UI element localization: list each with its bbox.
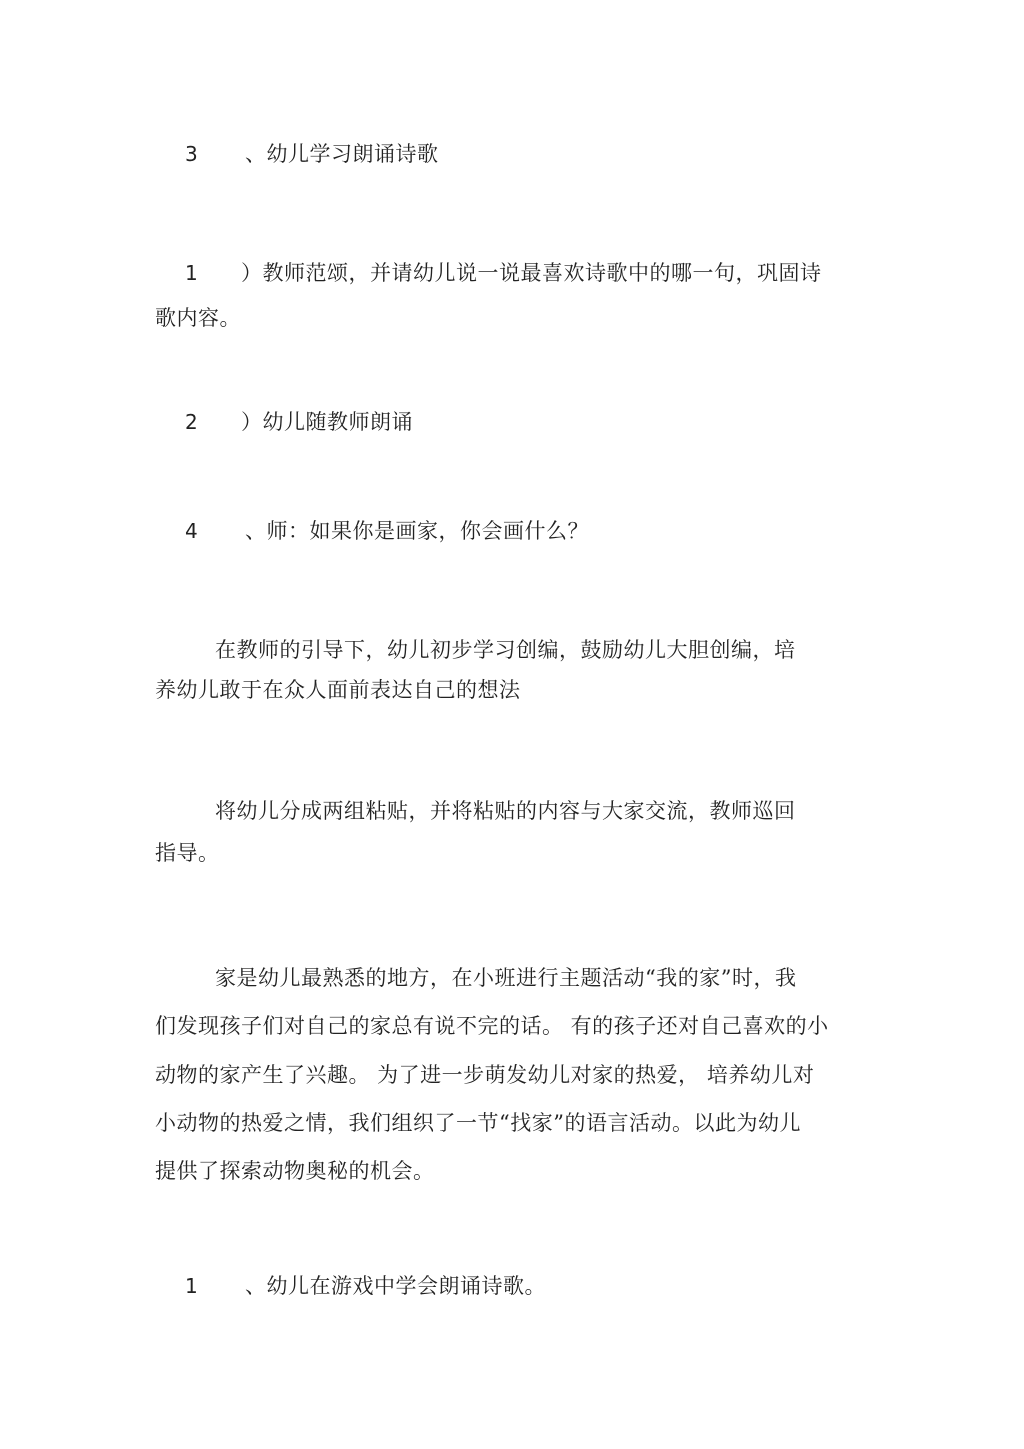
item-text: 、幼儿在游戏中学会朗诵诗歌。: [245, 1274, 546, 1298]
paragraph-line: 提供了探索动物奥秘的机会。: [155, 1159, 435, 1183]
item-text: 、师：如果你是画家，你会画什么？: [245, 519, 589, 543]
list-item: [155, 259, 822, 287]
item-number: 3: [185, 142, 199, 166]
item-number: 1: [185, 261, 199, 285]
paragraph-line: 指导。: [155, 841, 220, 865]
list-item: [155, 517, 589, 545]
item-number: 1: [185, 1274, 199, 1298]
list-item: [155, 140, 439, 168]
paragraph-line: 们发现孩子们对自己的家总有说不完的话。 有的孩子还对自己喜欢的小: [155, 1014, 829, 1038]
item-text: ）教师范颂，并请幼儿说一说最喜欢诗歌中的哪一句，巩固诗: [241, 261, 822, 285]
item-text: ）幼儿随教师朗诵: [241, 410, 413, 434]
paragraph-line: 在教师的引导下，幼儿初步学习创编，鼓励幼儿大胆创编，培: [215, 638, 796, 662]
paragraph-line: 家是幼儿最熟悉的地方，在小班进行主题活动“我的家”时，我: [215, 966, 797, 990]
item-continuation: 歌内容。: [155, 306, 241, 330]
paragraph-line: 养幼儿敢于在众人面前表达自己的想法: [155, 678, 521, 702]
list-item: [155, 408, 413, 436]
item-number: 4: [185, 519, 199, 543]
list-item: [155, 1272, 546, 1300]
item-number: 2: [185, 410, 199, 434]
item-text: 、幼儿学习朗诵诗歌: [245, 142, 439, 166]
paragraph-line: 动物的家产生了兴趣。 为了进一步萌发幼儿对家的热爱， 培养幼儿对: [155, 1063, 815, 1087]
paragraph-line: 将幼儿分成两组粘贴，并将粘贴的内容与大家交流，教师巡回: [215, 799, 796, 823]
paragraph-line: 小动物的热爱之情，我们组织了一节“找家”的语言活动。以此为幼儿: [155, 1111, 801, 1135]
